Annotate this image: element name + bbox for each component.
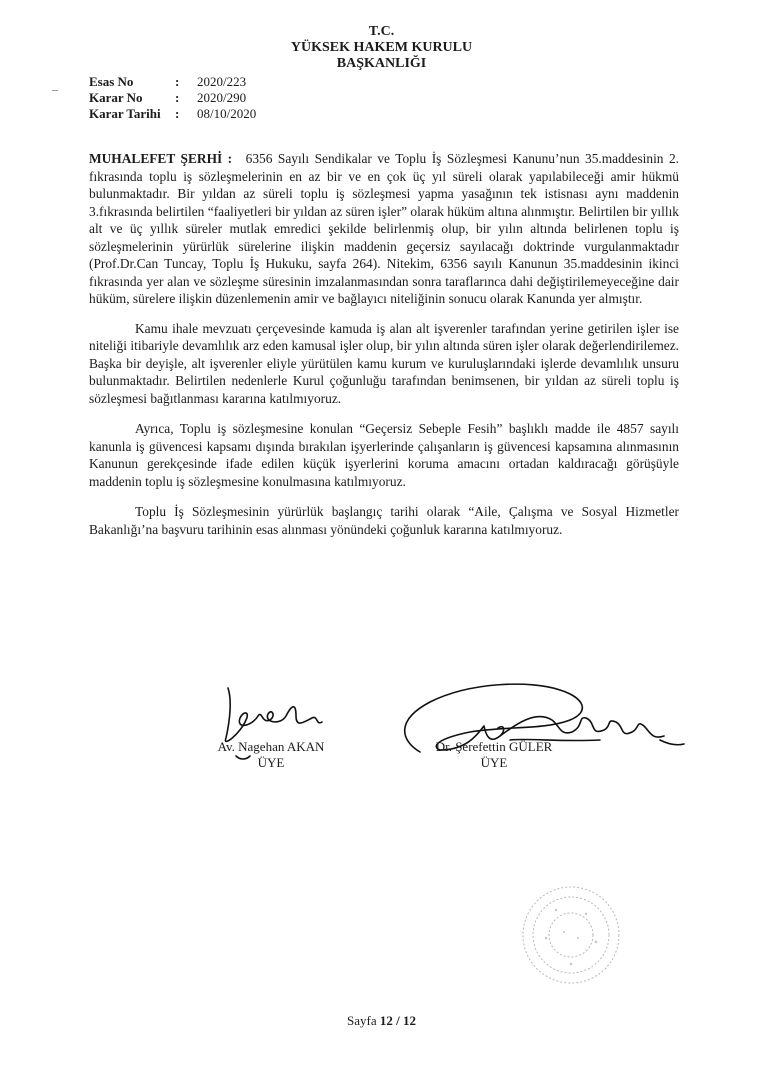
signature-left [225, 688, 322, 741]
paragraph-1 [89, 150, 679, 308]
dissent-body [89, 150, 679, 551]
scan-mark [52, 90, 58, 91]
paragraph-4: Toplu İş Sözleşmesinin yürürlük başlangıç tarihi olarak “Aile, Çalışma ve Sosyal Hizmetler Bakanlığı’na başvuru tarihinin esas alınması yönündeki çoğunluk kararına katılmıyoruz. [89, 504, 679, 537]
document-header [0, 24, 763, 72]
page-footer [0, 1013, 763, 1029]
meta-value: 2020/223 [197, 74, 247, 89]
signer-name: Dr. Şerefettin GÜLER [435, 739, 553, 754]
case-meta [89, 74, 256, 122]
meta-value: 08/10/2020 [197, 106, 257, 121]
meta-label: Karar Tarihi [89, 106, 161, 121]
meta-colon: : [175, 74, 180, 89]
signer-name: Av. Nagehan AKAN [217, 739, 325, 754]
page-number: 12 / 12 [379, 1013, 416, 1028]
header-line-office: BAŞKANLIĞI [336, 56, 427, 71]
header-line-tc: T.C. [368, 24, 395, 39]
paragraph-1-text: 6356 Sayılı Sendikalar ve Toplu İş Sözleşmesi Kanunu’nun 35.maddesinin 2. fıkrasında toplu iş sözleşmelerinin en az bir ve en çok üç yıl süreli olarak yapılabileceği amir hükmü bulunmaktadır. Bir yıldan az süreli toplu iş sözleşmesi yapma yasağının tek istisnası aynı maddenin 3.fıkrasında belirtilen “faaliyetleri bir yıldan az süren işler” olarak hüküm altına alınmıştır. Belirtilen bir yıllık alt ve üç yıllık süreler mutlak emredici şekilde belirlenmiş olup, bir yılın altında belirlenen toplu iş sözleşmelerinin yürürlük sürelerine ilişkin maddenin geçersiz sayılacağı doktrinde vurgulanmaktadır (Prof.Dr.Can Tuncay, Toplu İş Hukuku, sayfa 264). Nitekim, 6356 sayılı Kanunun 35.maddesinin ikinci fıkrasında yer alan ve sözleşme süresinin imzalanmasından sonra taraflarınca dahi değiştirilemeyeceğine dair hüküm, sürelere ilişkin düzenlemenin amir ve bağlayıcı niteliğinin sonucu olarak Kanunda yer almıştır. [89, 151, 679, 306]
signature-block-left [196, 739, 346, 771]
meta-colon: : [175, 106, 180, 121]
signer-role: ÜYE [257, 755, 285, 770]
signer-role: ÜYE [480, 755, 508, 770]
signature-block-right [404, 739, 584, 771]
paragraph-2: Kamu ihale mevzuatı çerçevesinde kamuda iş alan alt işverenler tarafından yerine getirilen işler ise niteliği itibariyle devamlılık arz eden kamusal işler olup, bir yılın altında süren işler olarak değerlendirilemez. Başka bir deyişle, alt işverenler eliyle yürütülen kamu kurum ve kuruluşlarındaki işlerde devamlılık unsuru bulunmaktadır. Belirtilen nedenlerle Kurul çoğunluğu tarafından benimsenen, bir yıldan az süreli toplu iş sözleşmesi bağıtlanması kararına katılmıyoruz. [89, 320, 679, 406]
meta-row-karar [89, 90, 256, 106]
page-label: Sayfa [347, 1013, 377, 1028]
meta-colon: : [175, 90, 180, 105]
meta-value: 2020/290 [197, 90, 247, 105]
paragraph-3: Ayrıca, Toplu iş sözleşmesine konulan “Geçersiz Sebeple Fesih” başlıklı madde ile 4857 sayılı kanunla iş güvencesi kapsamı dışında bırakılan işyerlerinde çalışanların iş güvencesi kapsamına alınmasının Kanunun gerekçesinde ifade edilen küçük işyerlerini koruma amacını ortadan kaldıracağı görüşüyle maddenin toplu iş sözleşmesine konulmasına katılmıyoruz. [89, 421, 679, 489]
meta-row-esas [89, 74, 256, 90]
official-stamp [516, 880, 626, 990]
header-line-institution: YÜKSEK HAKEM KURULU [290, 40, 473, 55]
handwritten-signatures [0, 660, 763, 770]
meta-row-karar-tarihi [89, 106, 256, 122]
meta-label: Esas No [89, 74, 134, 89]
meta-label: Karar No [89, 90, 143, 105]
dissent-heading: MUHALEFET ŞERHİ : [89, 151, 233, 166]
